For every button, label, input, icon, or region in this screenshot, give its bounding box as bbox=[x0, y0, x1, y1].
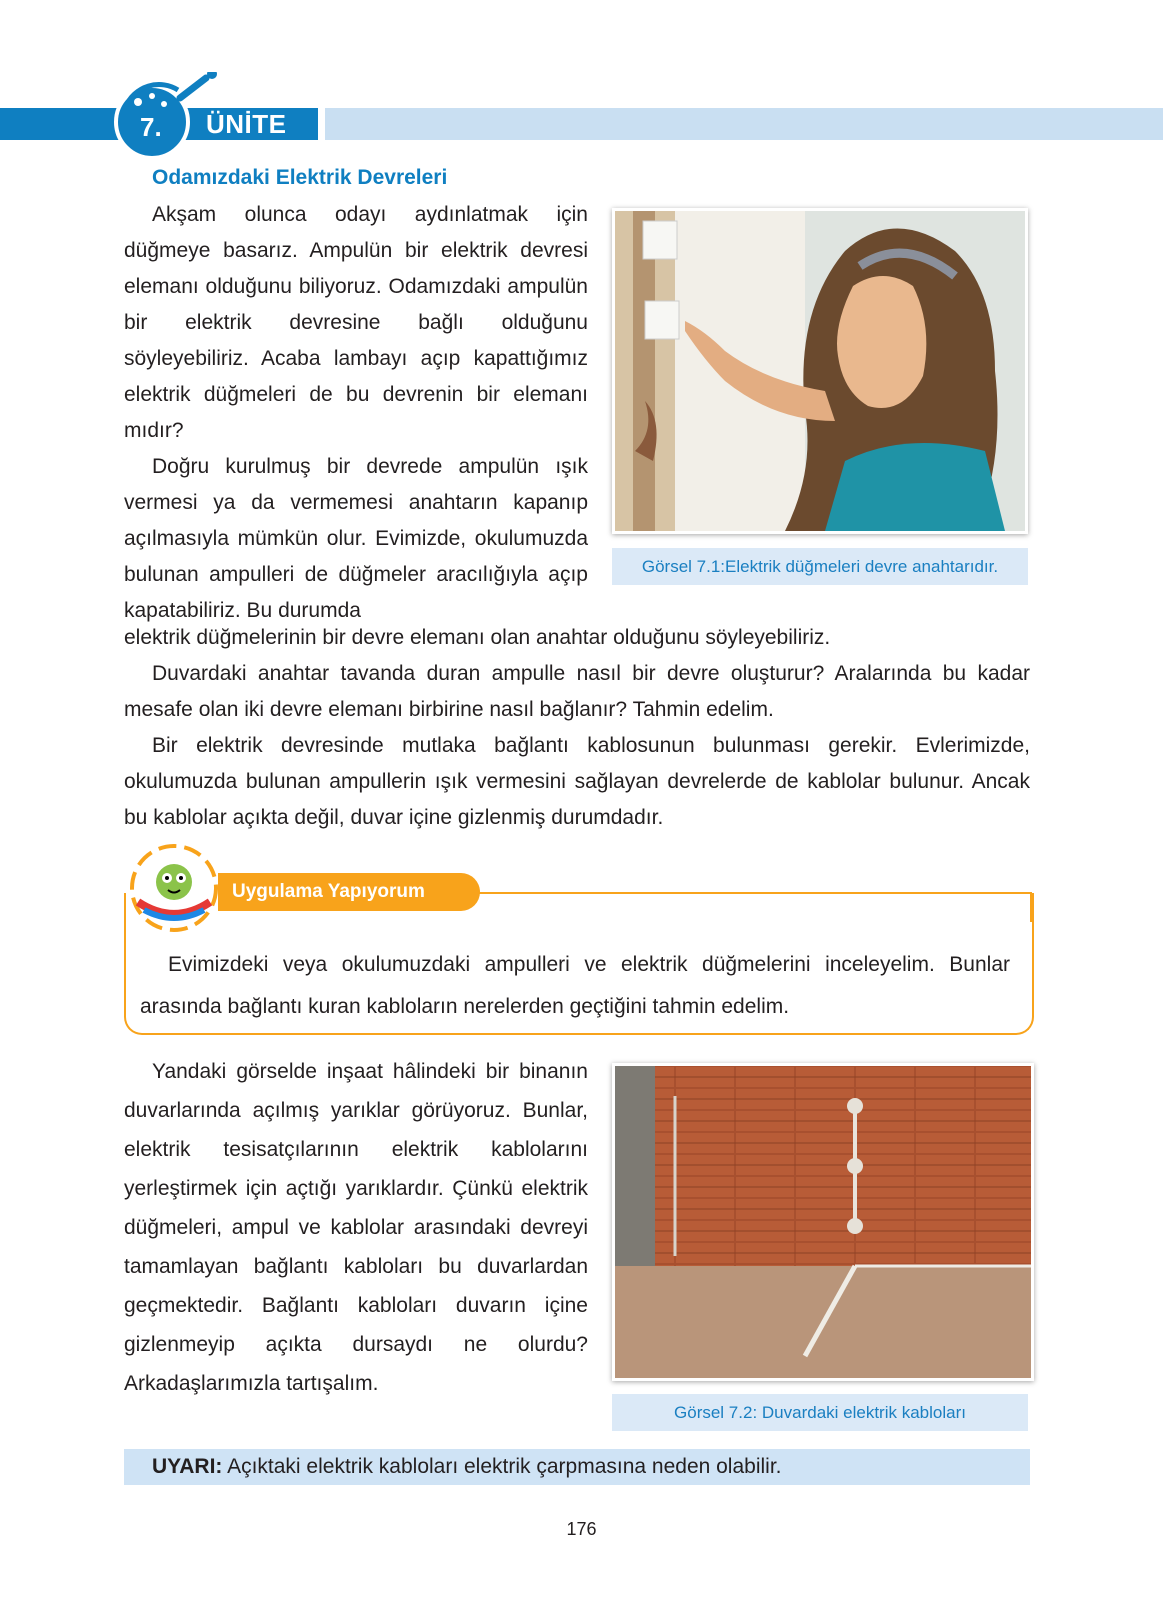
brick-wall-photo bbox=[612, 1063, 1034, 1381]
unit-number: 7. bbox=[140, 112, 162, 142]
page-number: 176 bbox=[566, 1519, 597, 1539]
warning-box bbox=[124, 1449, 1030, 1485]
paragraph: Duvardaki anahtar tavanda duran ampulle nasıl bir devre oluşturur? Aralarında bu kadar mesafe olan iki devre elemanı birbirine nasıl bağlanır? Tahmin edelim. bbox=[124, 662, 1030, 721]
figure-caption: Görsel 7.2: Duvardaki elektrik kabloları bbox=[612, 1394, 1028, 1431]
paragraph: Evimizdeki veya okulumuzdaki ampulleri ve elektrik düğmelerini inceleyelim. Bunlar arasında bağlantı kuran kabloların nerelerden geçtiğini tahmin edelim. bbox=[140, 953, 1010, 1018]
girl-switch-photo bbox=[612, 208, 1028, 534]
mascot-icon bbox=[124, 838, 224, 938]
figure-caption: Görsel 7.1:Elektrik düğmeleri devre anahtarıdır. bbox=[612, 548, 1028, 585]
flask-icon bbox=[108, 72, 218, 162]
warning-text: Açıktaki elektrik kabloları elektrik çarpmasına neden olabilir. bbox=[222, 1455, 782, 1478]
unit-header-strip bbox=[325, 108, 1163, 140]
paragraph: elektrik düğmelerinin bir devre elemanı olan anahtar olduğunu söyleyebiliriz. bbox=[124, 626, 831, 649]
section-title: Odamızdaki Elektrik Devreleri bbox=[152, 166, 448, 189]
paragraph: Bir elektrik devresinde mutlaka bağlantı kablosunun bulunması gerekir. Evlerimizde, okulumuzda bulunan ampullerin ışık vermesini sağlayan devrelerde de kablolar bulunur. Ancak bu kablolar açıkta değil, duvar içine gizlenmiş durumdadır. bbox=[124, 734, 1030, 829]
application-label: Uygulama Yapıyorum bbox=[218, 873, 480, 911]
paragraph: Doğru kurulmuş bir devrede ampulün ışık vermesi ya da vermemesi anahtarın kapanıp açılmasıyla mümkün olur. Evimizde, okulumuzda bulunan ampulleri de düğmeler aracılığıyla açıp kapatabiliriz. Bu durumda bbox=[124, 455, 588, 622]
paragraph: Akşam olunca odayı aydınlatmak için düğmeye basarız. Ampulün bir elektrik devresi elemanı olduğunu biliyoruz. Odamızdaki ampulün bir elektrik devresine bağlı olduğunu söyleyebiliriz. Acaba lambayı açıp kapattığımız elektrik düğmeleri de bu devrenin bir elemanı mıdır? bbox=[124, 203, 588, 442]
paragraph: Yandaki görselde inşaat hâlindeki bir binanın duvarlarında açılmış yarıklar görüyoruz. Bunlar, elektrik tesisatçılarının elektrik kablolarını yerleştirmek için açtığı yarıklardır. Çünkü elektrik düğmeleri, ampul ve kablolar arasındaki devreyi tamamlayan bağlantı kabloları bu duvarlardan geçmektedir. Bağlantı kabloları duvarın içine gizlenmeyip açıkta dursaydı ne olurdu? Arkadaşlarımızla tartışalım. bbox=[124, 1060, 588, 1395]
intro-text bbox=[124, 197, 588, 629]
warning-label: UYARI: bbox=[152, 1455, 223, 1478]
application-corner-line bbox=[1030, 892, 1032, 922]
unit-label: ÜNİTE bbox=[206, 109, 287, 139]
continued-text bbox=[124, 620, 1030, 836]
application-top-line bbox=[470, 892, 1032, 894]
application-text bbox=[140, 944, 1010, 1028]
second-text bbox=[124, 1052, 588, 1403]
